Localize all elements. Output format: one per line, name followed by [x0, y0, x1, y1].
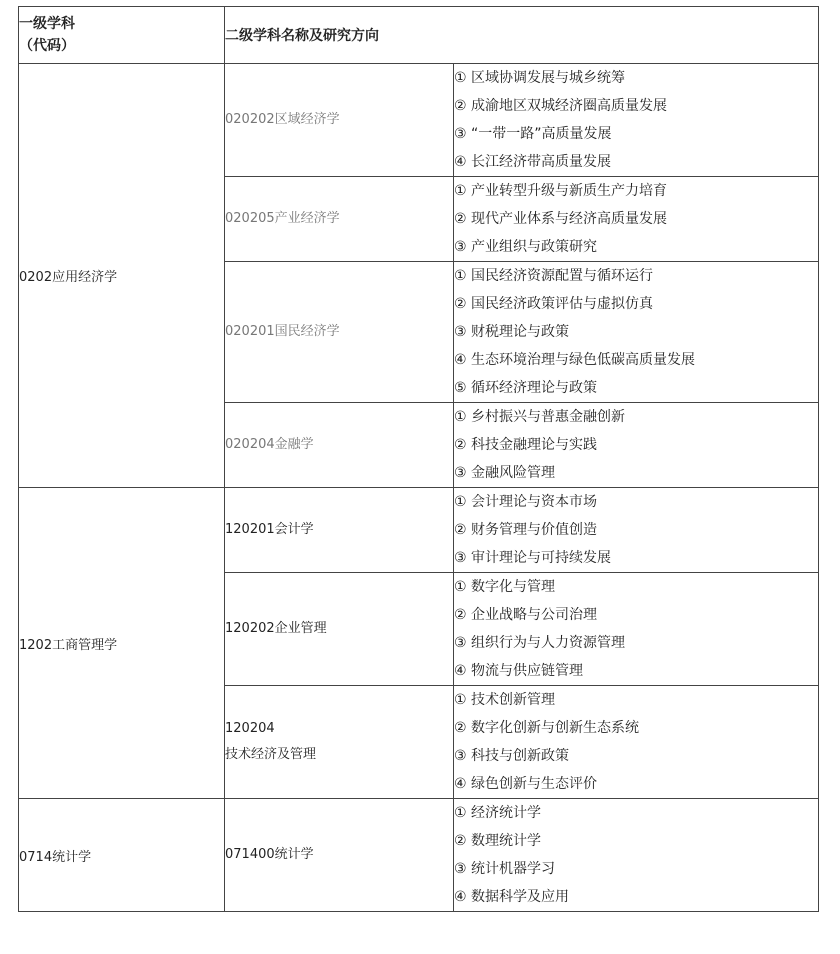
research-direction-item: ③ 组织行为与人力资源管理 — [454, 635, 626, 651]
research-directions-cell — [454, 177, 819, 262]
research-direction-item: ① 区域协调发展与城乡统筹 — [454, 70, 626, 86]
research-direction-item: ⑤ 循环经济理论与政策 — [454, 380, 598, 396]
research-direction-item: ④ 物流与供应链管理 — [454, 663, 584, 679]
subdiscipline-cell: 071400统计学 — [225, 799, 454, 912]
header-row — [19, 7, 819, 64]
research-direction-item: ③ “一带一路”高质量发展 — [454, 126, 612, 142]
table-row — [19, 64, 819, 177]
research-directions-cell — [454, 64, 819, 177]
research-direction-item: ② 现代产业体系与经济高质量发展 — [454, 211, 668, 227]
subdiscipline-cell: 020205产业经济学 — [225, 177, 454, 262]
research-directions-cell — [454, 488, 819, 573]
discipline-cell: 1202工商管理学 — [19, 488, 225, 799]
table-row — [19, 488, 819, 573]
research-direction-item: ① 会计理论与资本市场 — [454, 494, 598, 510]
research-direction-item: ③ 科技与创新政策 — [454, 748, 570, 764]
research-directions-cell — [454, 403, 819, 488]
research-direction-item: ④ 绿色创新与生态评价 — [454, 776, 598, 792]
subdiscipline-cell: 020201国民经济学 — [225, 262, 454, 403]
header-discipline-line1: 一级学科 — [19, 16, 75, 32]
research-direction-item: ③ 产业组织与政策研究 — [454, 239, 598, 255]
header-subdiscipline: 二级学科名称及研究方向 — [225, 7, 819, 64]
research-direction-item: ④ 长江经济带高质量发展 — [454, 154, 612, 170]
table-row — [19, 799, 819, 912]
subjects-table — [18, 6, 819, 912]
subdiscipline-cell — [225, 686, 454, 799]
research-direction-item: ② 国民经济政策评估与虚拟仿真 — [454, 296, 654, 312]
research-direction-item: ① 技术创新管理 — [454, 692, 556, 708]
research-direction-item: ① 国民经济资源配置与循环运行 — [454, 268, 654, 284]
research-direction-item: ② 成渝地区双城经济圈高质量发展 — [454, 98, 668, 114]
research-direction-item: ② 财务管理与价值创造 — [454, 522, 598, 538]
subdiscipline-cell: 020204金融学 — [225, 403, 454, 488]
subdiscipline-cell: 120201会计学 — [225, 488, 454, 573]
research-directions-cell — [454, 262, 819, 403]
research-direction-item: ① 数字化与管理 — [454, 579, 556, 595]
research-direction-item: ③ 财税理论与政策 — [454, 324, 570, 340]
header-discipline — [19, 7, 225, 64]
subdiscipline-line: 技术经济及管理 — [225, 747, 317, 762]
table-body — [19, 64, 819, 912]
research-direction-item: ③ 审计理论与可持续发展 — [454, 550, 612, 566]
research-direction-item: ③ 金融风险管理 — [454, 465, 556, 481]
research-direction-item: ① 产业转型升级与新质生产力培育 — [454, 183, 668, 199]
research-direction-item: ④ 数据科学及应用 — [454, 889, 570, 905]
research-direction-item: ① 乡村振兴与普惠金融创新 — [454, 409, 626, 425]
research-direction-item: ④ 生态环境治理与绿色低碳高质量发展 — [454, 352, 695, 368]
discipline-cell: 0202应用经济学 — [19, 64, 225, 488]
research-directions-cell — [454, 686, 819, 799]
research-direction-item: ③ 统计机器学习 — [454, 861, 556, 877]
header-discipline-line2: （代码） — [19, 38, 75, 54]
research-direction-item: ② 数字化创新与创新生态系统 — [454, 720, 640, 736]
research-direction-item: ① 经济统计学 — [454, 805, 542, 821]
research-direction-item: ② 科技金融理论与实践 — [454, 437, 598, 453]
research-directions-cell — [454, 799, 819, 912]
research-directions-cell — [454, 573, 819, 686]
discipline-cell: 0714统计学 — [19, 799, 225, 912]
research-direction-item: ② 企业战略与公司治理 — [454, 607, 598, 623]
subdiscipline-cell: 020202区域经济学 — [225, 64, 454, 177]
subdiscipline-line: 120204 — [225, 721, 275, 736]
subdiscipline-cell: 120202企业管理 — [225, 573, 454, 686]
research-direction-item: ② 数理统计学 — [454, 833, 542, 849]
